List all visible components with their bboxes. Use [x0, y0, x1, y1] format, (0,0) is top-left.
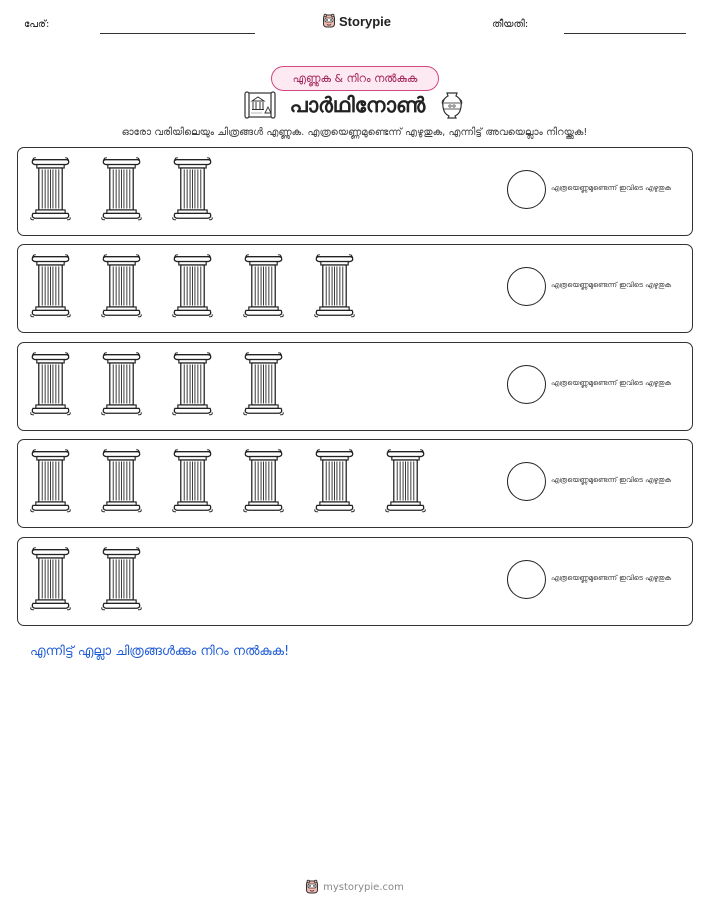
answer-prompt: എത്രയെണ്ണമുണ്ടെന്ന് ഇവിടെ എഴുതുക — [551, 574, 672, 582]
pillar-icon — [101, 545, 142, 611]
color-instruction: എന്നിട്ട് എല്ലാ ചിത്രങ്ങൾക്കും നിറം നൽകുക! — [30, 644, 290, 659]
answer-prompt: എത്രയെണ്ണമുണ്ടെന്ന് ഇവിടെ എഴുതുക — [551, 379, 672, 387]
storypie-mascot-icon — [322, 13, 336, 29]
pillar-icon — [243, 252, 284, 318]
pillar-icon — [30, 350, 71, 416]
pillar-group — [30, 447, 426, 513]
title-row — [0, 88, 709, 122]
answer-prompt: എത്രയെണ്ണമുണ്ടെന്ന് ഇവിടെ എഴുതുക — [551, 281, 672, 289]
answer-circle[interactable] — [507, 365, 546, 404]
answer-prompt: എത്രയെണ്ണമുണ്ടെന്ന് ഇവിടെ എഴുതുക — [551, 476, 672, 484]
pillar-group — [30, 155, 213, 221]
scroll-temple-icon — [244, 90, 276, 120]
answer-circle[interactable] — [507, 170, 546, 209]
page-title: പാർഥിനോൺ — [289, 92, 426, 117]
brand-logo — [322, 13, 391, 29]
greek-vase-icon — [439, 90, 465, 120]
pillar-icon — [314, 447, 355, 513]
pillar-icon — [314, 252, 355, 318]
pillar-icon — [30, 252, 71, 318]
pillar-icon — [243, 350, 284, 416]
name-line[interactable] — [100, 33, 255, 34]
activity-badge: എണ്ണുക & നിറം നൽകുക — [271, 66, 439, 91]
pillar-icon — [172, 447, 213, 513]
pillar-group — [30, 545, 142, 611]
pillar-group — [30, 350, 284, 416]
name-label: പേര്: — [24, 19, 50, 30]
count-row-5 — [17, 537, 693, 626]
answer-circle[interactable] — [507, 462, 546, 501]
pillar-icon — [101, 350, 142, 416]
date-line[interactable] — [564, 33, 686, 34]
storypie-mascot-icon — [305, 879, 319, 895]
pillar-icon — [30, 545, 71, 611]
date-label: തീയതി: — [492, 19, 529, 30]
answer-circle[interactable] — [507, 560, 546, 599]
count-row-4 — [17, 439, 693, 528]
pillar-icon — [385, 447, 426, 513]
site-url[interactable]: mystorypie.com — [323, 881, 404, 893]
answer-circle[interactable] — [507, 267, 546, 306]
count-row-2 — [17, 244, 693, 333]
pillar-icon — [172, 155, 213, 221]
count-row-3 — [17, 342, 693, 431]
answer-prompt: എത്രയെണ്ണമുണ്ടെന്ന് ഇവിടെ എഴുതുക — [551, 184, 672, 192]
site-footer — [0, 879, 709, 895]
pillar-icon — [101, 447, 142, 513]
brand-name: Storypie — [339, 13, 392, 29]
pillar-icon — [30, 447, 71, 513]
pillar-group — [30, 252, 355, 318]
pillar-icon — [101, 252, 142, 318]
pillar-icon — [172, 350, 213, 416]
instructions: ഓരോ വരിയിലെയും ചിത്രങ്ങൾ എണ്ണുക. എത്രയെണ്ണമുണ്ടെന്ന് എഴുതുക, എന്നിട്ട് അവയെല്ലാം നിറയ്ക്കുക! — [121, 127, 588, 138]
pillar-icon — [30, 155, 71, 221]
count-row-1 — [17, 147, 693, 236]
pillar-icon — [243, 447, 284, 513]
pillar-icon — [172, 252, 213, 318]
pillar-icon — [101, 155, 142, 221]
